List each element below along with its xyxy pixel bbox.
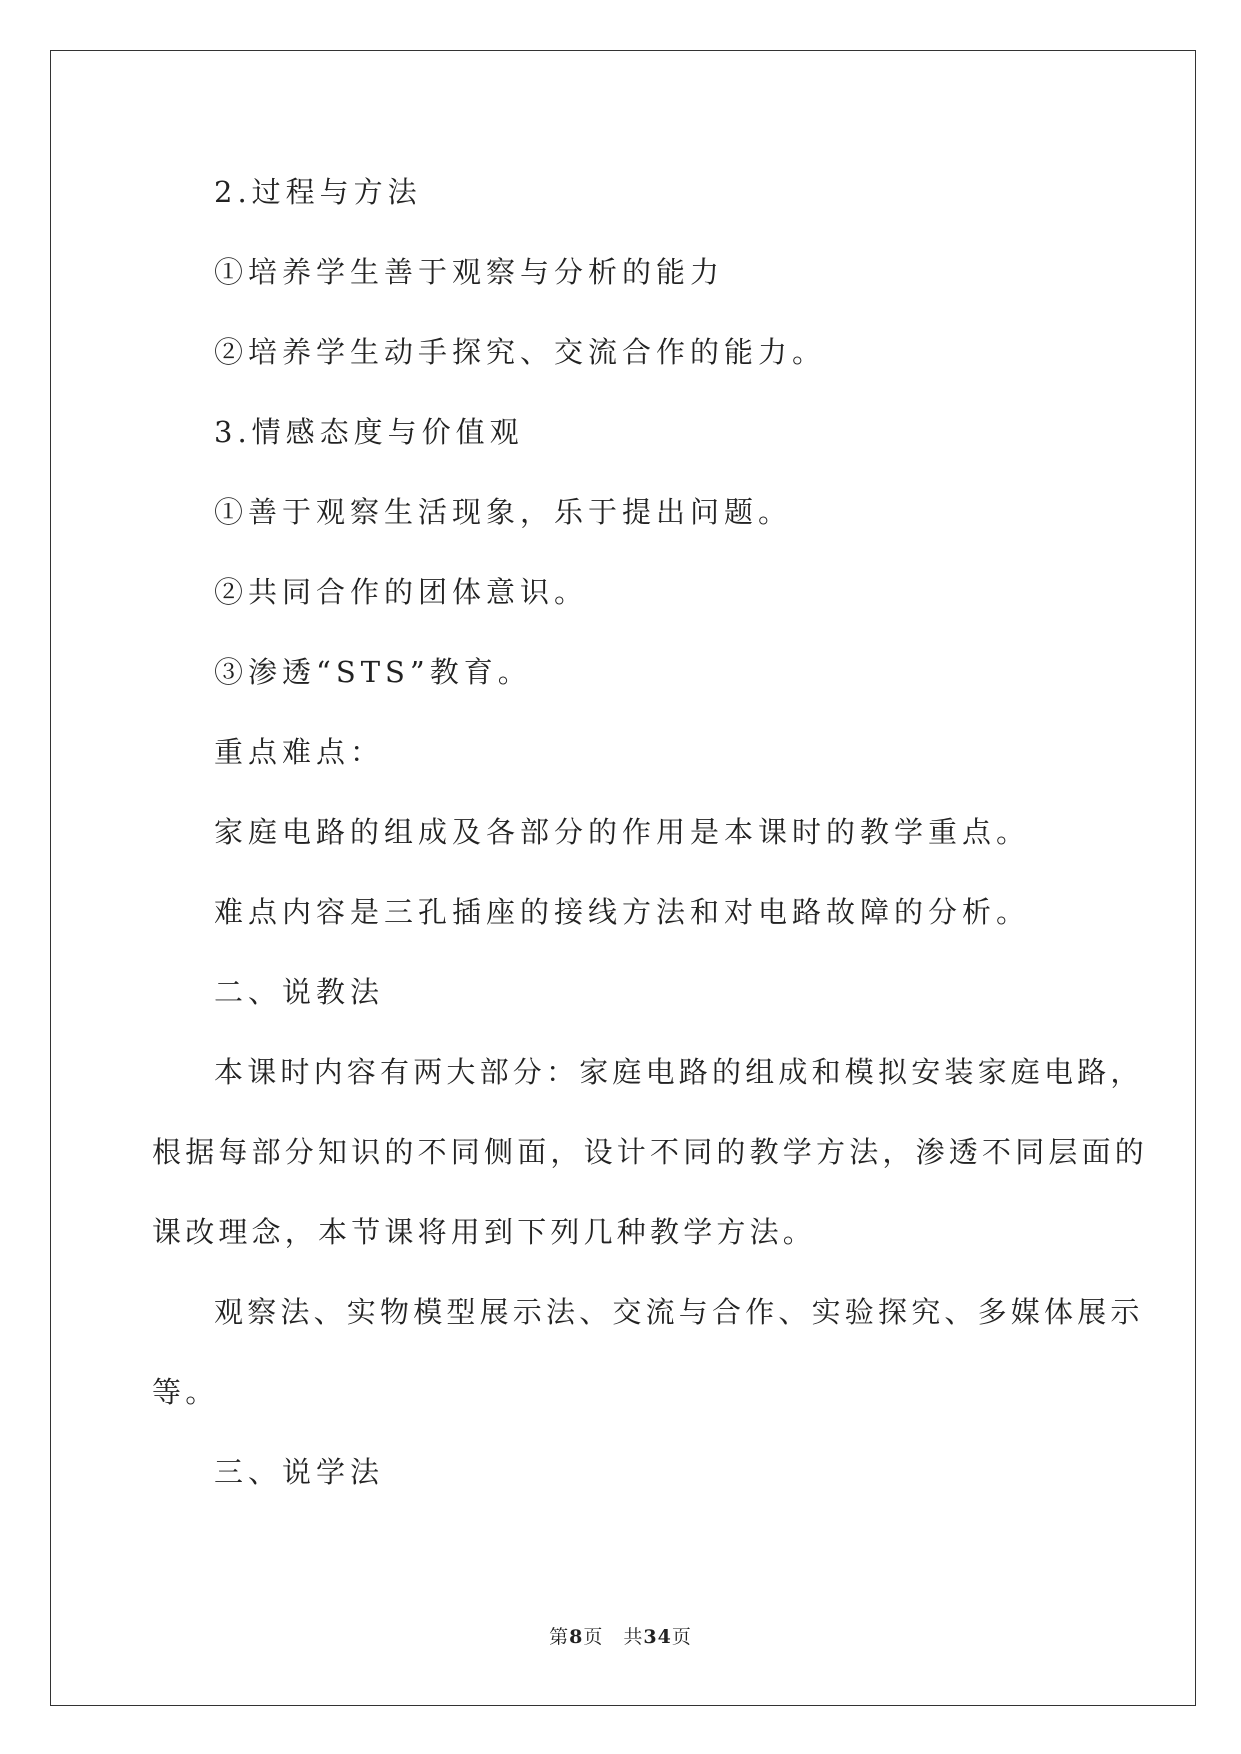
footer-prefix: 第 bbox=[549, 1626, 570, 1648]
list-item: ②共同合作的团体意识。 bbox=[214, 575, 589, 609]
paragraph-line: 观察法、实物模型展示法、交流与合作、实验探究、多媒体展示 bbox=[214, 1295, 1144, 1329]
heading-learning-method: 三、说学法 bbox=[214, 1455, 385, 1489]
total-page-number: 34 bbox=[643, 1626, 672, 1648]
paragraph: 家庭电路的组成及各部分的作用是本课时的教学重点。 bbox=[214, 815, 1031, 849]
footer-middle: 页 共 bbox=[583, 1626, 644, 1648]
heading-teaching-method: 二、说教法 bbox=[214, 975, 385, 1009]
heading-key-difficult-points: 重点难点： bbox=[214, 735, 385, 769]
heading-emotion-attitude-values: 3.情感态度与价值观 bbox=[214, 415, 524, 449]
list-item: ②培养学生动手探究、交流合作的能力。 bbox=[214, 335, 827, 369]
current-page-number: 8 bbox=[569, 1626, 584, 1648]
list-item: ①善于观察生活现象，乐于提出问题。 bbox=[214, 495, 793, 529]
paragraph-line: 等。 bbox=[152, 1375, 219, 1409]
list-item: ③渗透“STS”教育。 bbox=[214, 655, 532, 689]
footer-suffix: 页 bbox=[671, 1626, 692, 1648]
list-item: ①培养学生善于观察与分析的能力 bbox=[214, 255, 725, 289]
paragraph-line: 根据每部分知识的不同侧面，设计不同的教学方法，渗透不同层面的 bbox=[152, 1135, 1149, 1169]
page-footer bbox=[0, 1622, 1241, 1649]
paragraph-line: 本课时内容有两大部分：家庭电路的组成和模拟安装家庭电路， bbox=[214, 1055, 1144, 1089]
paragraph: 难点内容是三孔插座的接线方法和对电路故障的分析。 bbox=[214, 895, 1031, 929]
heading-process-and-method: 2.过程与方法 bbox=[214, 175, 422, 209]
paragraph-line: 课改理念，本节课将用到下列几种教学方法。 bbox=[152, 1215, 817, 1249]
